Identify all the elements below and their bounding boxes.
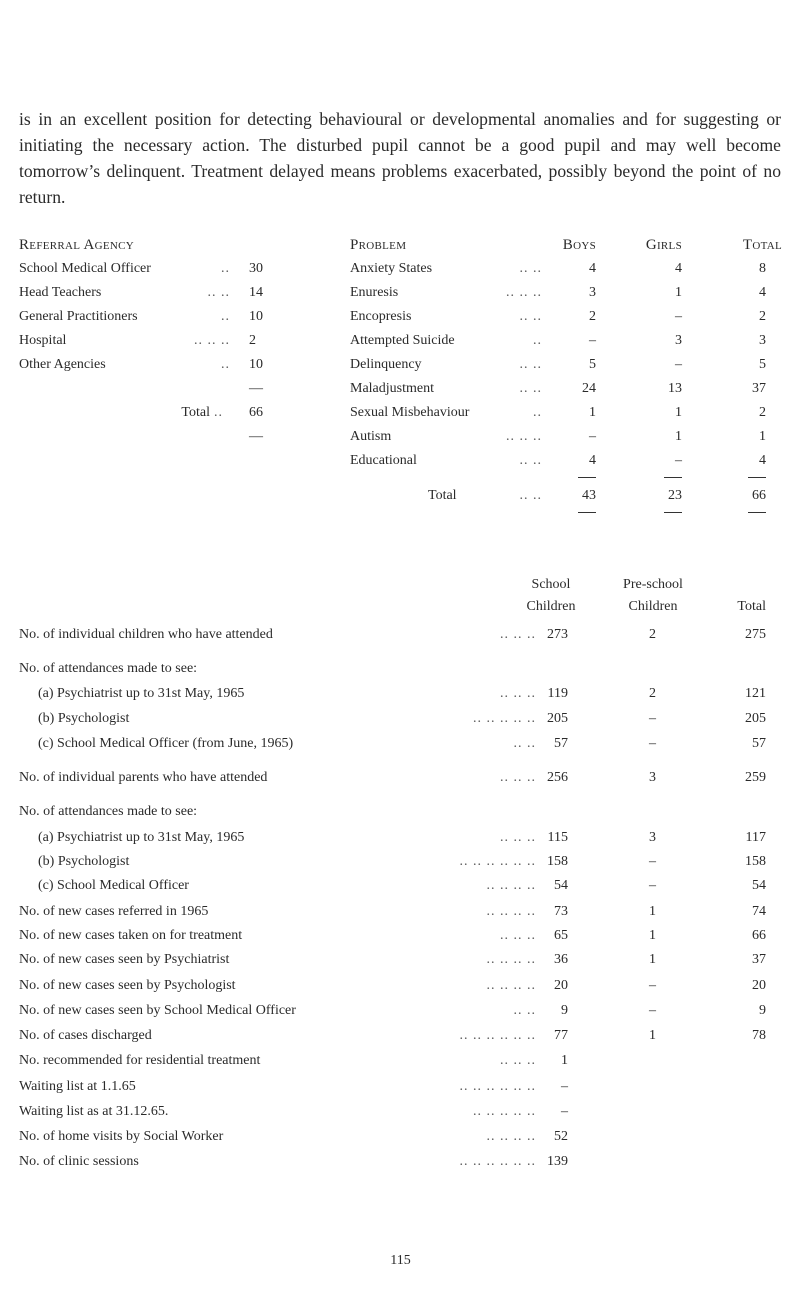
- referral-value: 14: [249, 285, 263, 300]
- stats-total-value: 54: [752, 878, 766, 893]
- school-header-line2: Children: [526, 599, 576, 614]
- referral-value: 10: [249, 309, 263, 324]
- stats-row-label: No. of new cases referred in 1965: [19, 904, 209, 919]
- problem-boys: 2: [589, 309, 596, 324]
- problem-header: Problem: [350, 237, 407, 253]
- preschool-header-line2: Children: [628, 599, 678, 614]
- stats-row-dots: .. .. .. .. ..: [473, 1104, 536, 1119]
- stats-row-label: (a) Psychiatrist up to 31st May, 1965: [38, 830, 245, 845]
- stats-preschool-value: –: [649, 736, 656, 751]
- stats-row-label: (b) Psychologist: [38, 854, 130, 869]
- stats-preschool-value: 1: [649, 1028, 656, 1043]
- problem-girls: 1: [675, 405, 682, 420]
- stats-row-dots: .. .. .. .. ..: [473, 711, 536, 726]
- problem-total: 2: [759, 309, 766, 324]
- intro-paragraph: is in an excellent position for detecting behavioural or developmental anomalies and for suggesting or initiating the necessary action. The disturbed pupil cannot be a good pupil and may well become tomorrow’s delinquent. Treatment delayed means problems exacerbated, possibly beyond the point of no return.: [19, 109, 781, 207]
- stats-school-value: 20: [554, 978, 568, 993]
- stats-preschool-value: –: [649, 978, 656, 993]
- stats-row-dots: .. ..: [513, 1003, 536, 1018]
- problem-label: Sexual Misbehaviour: [350, 405, 470, 420]
- referral-total-value: 66: [249, 405, 263, 420]
- referral-dots: .. ..: [207, 285, 230, 300]
- problem-girls: 3: [675, 333, 682, 348]
- referral-value: 10: [249, 357, 263, 372]
- stats-school-value: 54: [554, 878, 568, 893]
- problem-girls: –: [675, 357, 682, 372]
- problem-total: 2: [759, 405, 766, 420]
- stats-row-label: No. of new cases taken on for treatment: [19, 928, 243, 943]
- problem-total: 4: [759, 285, 766, 300]
- problem-girls: 4: [675, 261, 682, 276]
- stats-row-dots: .. .. .. ..: [486, 978, 536, 993]
- stats-preschool-value: –: [649, 878, 656, 893]
- problem-boys: 4: [589, 261, 596, 276]
- problem-boys: –: [589, 333, 596, 348]
- problem-dots: ..: [533, 333, 542, 348]
- stats-row-label: Waiting list at 1.1.65: [19, 1079, 136, 1094]
- referral-label: School Medical Officer: [19, 261, 151, 276]
- stats-preschool-value: 2: [649, 686, 656, 701]
- stats-school-value: 9: [561, 1003, 568, 1018]
- stats-school-value: 273: [547, 627, 568, 642]
- stats-school-value: 256: [547, 770, 568, 785]
- stats-row-label: (c) School Medical Officer: [38, 878, 189, 893]
- problem-boys: 4: [589, 453, 596, 468]
- stats-school-value: 205: [547, 711, 568, 726]
- stats-total-value: 37: [752, 952, 766, 967]
- problem-total: 3: [759, 333, 766, 348]
- problem-girls: –: [675, 309, 682, 324]
- stats-total-value: 259: [745, 770, 766, 785]
- referral-label: Hospital: [19, 333, 67, 348]
- preschool-header-line1: Pre-school: [623, 577, 683, 592]
- problem-dots: .. ..: [519, 309, 542, 324]
- stats-school-value: –: [561, 1104, 568, 1119]
- stats-preschool-value: 2: [649, 627, 656, 642]
- problem-girls: 1: [675, 429, 682, 444]
- school-header-line1: School: [531, 577, 571, 592]
- stats-row-dots: .. .. .. .. .. ..: [459, 1154, 536, 1169]
- stats-preschool-value: 1: [649, 952, 656, 967]
- stats-row-dots: .. .. ..: [500, 1053, 536, 1068]
- stats-school-value: 73: [554, 904, 568, 919]
- problem-dots: .. ..: [519, 261, 542, 276]
- stats-preschool-value: 1: [649, 904, 656, 919]
- stats-total-value: 117: [745, 830, 766, 845]
- stats-preschool-value: –: [649, 711, 656, 726]
- stats-row-dots: .. .. .. ..: [486, 878, 536, 893]
- girls-header: Girls: [645, 237, 682, 253]
- stats-preschool-value: 3: [649, 770, 656, 785]
- total-header: Total: [742, 237, 782, 253]
- rule-below-problem-total: [578, 512, 596, 513]
- problem-total-total: 66: [752, 488, 766, 503]
- stats-preschool-value: –: [649, 1003, 656, 1018]
- problem-dots: .. .. ..: [506, 429, 542, 444]
- problem-boys: 24: [582, 381, 596, 396]
- referral-dash: —: [249, 381, 263, 396]
- referral-value: 2: [249, 333, 256, 348]
- stats-row-label: (a) Psychiatrist up to 31st May, 1965: [38, 686, 245, 701]
- stats-row-dots: .. .. .. .. .. ..: [459, 1079, 536, 1094]
- stats-row-dots: .. .. ..: [500, 627, 536, 642]
- problem-boys: –: [589, 429, 596, 444]
- problem-total-girls: 23: [668, 488, 682, 503]
- problem-label: Educational: [350, 453, 417, 468]
- stats-row-dots: .. .. .. ..: [486, 904, 536, 919]
- referral-dots: ..: [221, 309, 230, 324]
- stats-row-dots: .. .. .. ..: [486, 952, 536, 967]
- referral-value: 30: [249, 261, 263, 276]
- referral-label: Other Agencies: [19, 357, 106, 372]
- stats-school-value: 158: [547, 854, 568, 869]
- stats-total-value: 9: [759, 1003, 766, 1018]
- stats-school-value: 65: [554, 928, 568, 943]
- referral-label: General Practitioners: [19, 309, 138, 324]
- problem-dots: .. .. ..: [506, 285, 542, 300]
- stats-preschool-value: 1: [649, 928, 656, 943]
- rule-below-problem-total: [748, 512, 766, 513]
- stats-row-label: No. of new cases seen by Psychiatrist: [19, 952, 230, 967]
- problem-boys: 3: [589, 285, 596, 300]
- stats-total-value: 158: [745, 854, 766, 869]
- problem-total-dots: .. ..: [519, 488, 542, 503]
- stats-row-label: No. of cases discharged: [19, 1028, 152, 1043]
- problem-total: 37: [752, 381, 766, 396]
- problem-label: Delinquency: [350, 357, 422, 372]
- stats-row-label: No. of individual children who have attended: [19, 627, 273, 642]
- stats-row-dots: .. .. ..: [500, 830, 536, 845]
- stats-row-dots: .. .. .. ..: [486, 1129, 536, 1144]
- stats-preschool-value: –: [649, 854, 656, 869]
- referral-agency-header: Referral Agency: [19, 237, 135, 253]
- problem-dots: .. ..: [519, 453, 542, 468]
- problem-label: Autism: [350, 429, 392, 444]
- stats-row-label: No. of attendances made to see:: [19, 661, 198, 676]
- stats-total-value: 275: [745, 627, 766, 642]
- stats-row-dots: .. ..: [513, 736, 536, 751]
- stats-row-dots: .. .. ..: [500, 770, 536, 785]
- stats-row-label: Waiting list as at 31.12.65.: [19, 1104, 169, 1119]
- stats-total-value: 121: [745, 686, 766, 701]
- problem-label: Attempted Suicide: [350, 333, 455, 348]
- problem-girls: 13: [668, 381, 682, 396]
- problem-dots: .. ..: [519, 357, 542, 372]
- stats-row-dots: .. .. .. .. .. ..: [459, 1028, 536, 1043]
- referral-dash: —: [249, 429, 263, 444]
- problem-label: Anxiety States: [350, 261, 433, 276]
- rule-above-problem-total: [664, 477, 682, 478]
- stats-row-label: No. of individual parents who have attended: [19, 770, 268, 785]
- referral-total-dots: ..: [214, 405, 223, 420]
- page-number: 115: [390, 1253, 411, 1268]
- problem-total: 1: [759, 429, 766, 444]
- stats-row-label: No. of new cases seen by Psychologist: [19, 978, 236, 993]
- referral-dots: ..: [221, 357, 230, 372]
- stats-row-label: No. of attendances made to see:: [19, 804, 198, 819]
- stats-total-value: 74: [752, 904, 766, 919]
- stats-row-label: No. of clinic sessions: [19, 1154, 139, 1169]
- stats-school-value: 52: [554, 1129, 568, 1144]
- stats-school-value: 77: [554, 1028, 568, 1043]
- stats-school-value: –: [561, 1079, 568, 1094]
- rule-above-problem-total: [748, 477, 766, 478]
- problem-boys: 5: [589, 357, 596, 372]
- stats-row-label: No. of home visits by Social Worker: [19, 1129, 224, 1144]
- stats-total-value: 78: [752, 1028, 766, 1043]
- problem-total: 5: [759, 357, 766, 372]
- stats-total-value: 20: [752, 978, 766, 993]
- stats-row-dots: .. .. ..: [500, 686, 536, 701]
- referral-dots: ..: [221, 261, 230, 276]
- stats-row-label: No. recommended for residential treatment: [19, 1053, 261, 1068]
- problem-total: 8: [759, 261, 766, 276]
- stats-preschool-value: 3: [649, 830, 656, 845]
- rule-above-problem-total: [578, 477, 596, 478]
- problem-girls: –: [675, 453, 682, 468]
- problem-label: Enuresis: [350, 285, 399, 300]
- stats-school-value: 57: [554, 736, 568, 751]
- rule-below-problem-total: [664, 512, 682, 513]
- referral-total-label: Total: [181, 405, 210, 420]
- stats-row-dots: .. .. .. .. .. ..: [459, 854, 536, 869]
- stats-total-value: 205: [745, 711, 766, 726]
- problem-dots: ..: [533, 405, 542, 420]
- problem-girls: 1: [675, 285, 682, 300]
- problem-boys: 1: [589, 405, 596, 420]
- problem-dots: .. ..: [519, 381, 542, 396]
- stats-row-dots: .. .. ..: [500, 928, 536, 943]
- stats-total-header: Total: [737, 599, 766, 614]
- boys-header: Boys: [562, 237, 596, 253]
- problem-label: Maladjustment: [350, 381, 434, 396]
- stats-school-value: 119: [547, 686, 568, 701]
- stats-row-label: (c) School Medical Officer (from June, 1965): [38, 736, 294, 751]
- stats-row-label: No. of new cases seen by School Medical Officer: [19, 1003, 296, 1018]
- stats-school-value: 1: [561, 1053, 568, 1068]
- referral-label: Head Teachers: [19, 285, 102, 300]
- problem-total-boys: 43: [582, 488, 596, 503]
- stats-school-value: 139: [547, 1154, 568, 1169]
- stats-school-value: 115: [547, 830, 568, 845]
- referral-dots: .. .. ..: [194, 333, 230, 348]
- stats-row-label: (b) Psychologist: [38, 711, 130, 726]
- problem-total: 4: [759, 453, 766, 468]
- stats-total-value: 66: [752, 928, 766, 943]
- problem-label: Encopresis: [350, 309, 412, 324]
- problem-total-label: Total: [428, 488, 457, 503]
- stats-total-value: 57: [752, 736, 766, 751]
- stats-school-value: 36: [554, 952, 568, 967]
